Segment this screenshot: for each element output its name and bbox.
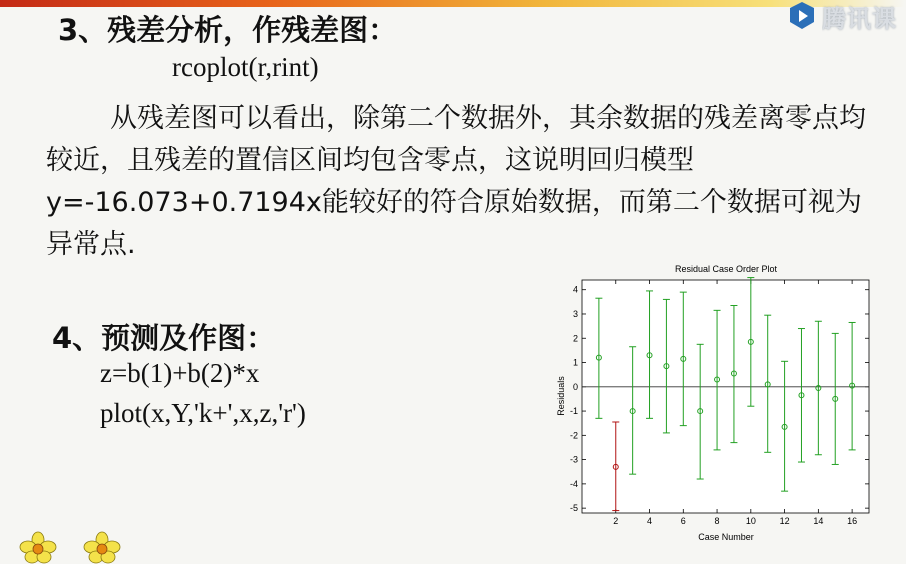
section3-code: rcoplot(r,rint)	[172, 52, 319, 82]
residual-chart-svg	[548, 258, 878, 550]
y-tick-label: 0	[572, 381, 578, 392]
y-tick-label: 1	[572, 357, 578, 368]
y-tick-label: -3	[569, 454, 578, 465]
play-logo-icon	[786, 2, 818, 30]
x-tick-label: 6	[680, 516, 686, 526]
plot-area	[582, 280, 869, 513]
x-tick-label: 12	[779, 516, 790, 526]
x-tick-label: 14	[813, 516, 824, 526]
brand-logo-text: 腾讯课	[822, 4, 897, 33]
flower-decoration-icon	[18, 530, 58, 564]
x-tick-label: 10	[745, 516, 756, 526]
y-tick-label: -4	[569, 478, 578, 489]
y-tick-label: 2	[572, 333, 578, 344]
x-tick-label: 4	[647, 516, 653, 526]
flower-decoration-icon	[82, 530, 122, 564]
section4-heading: 4、预测及作图：	[52, 321, 276, 355]
x-tick-label: 16	[847, 516, 858, 526]
brand-logo	[786, 0, 902, 32]
y-tick-label: 4	[572, 284, 578, 295]
section4-code-line2: plot(x,Y,'k+',x,z,'r')	[100, 398, 306, 428]
y-tick-label: -2	[569, 430, 578, 441]
top-gradient-bar	[0, 0, 906, 7]
y-tick-label: -5	[569, 503, 578, 514]
section3-paragraph: 从残差图可以看出，除第二个数据外，其余数据的残差离零点均较近，且残差的置信区间均包含零点，这说明回归模型 y=-16.073+0.7194x能较好的符合原始数据，而第二个数据可视为异常点.	[46, 103, 866, 260]
chart-title: Residual Case Order Plot	[674, 264, 778, 274]
y-tick-label: 3	[572, 308, 578, 319]
section4-code-line1: z=b(1)+b(2)*x	[100, 358, 260, 388]
x-tick-label: 8	[714, 516, 720, 526]
x-axis-label: Case Number	[698, 532, 754, 542]
residual-plot	[548, 258, 878, 550]
section3-heading: 3、残差分析，作残差图：	[58, 13, 398, 47]
y-axis-label: Residuals	[556, 376, 566, 416]
y-tick-label: -1	[569, 406, 578, 417]
x-tick-label: 2	[613, 516, 619, 526]
